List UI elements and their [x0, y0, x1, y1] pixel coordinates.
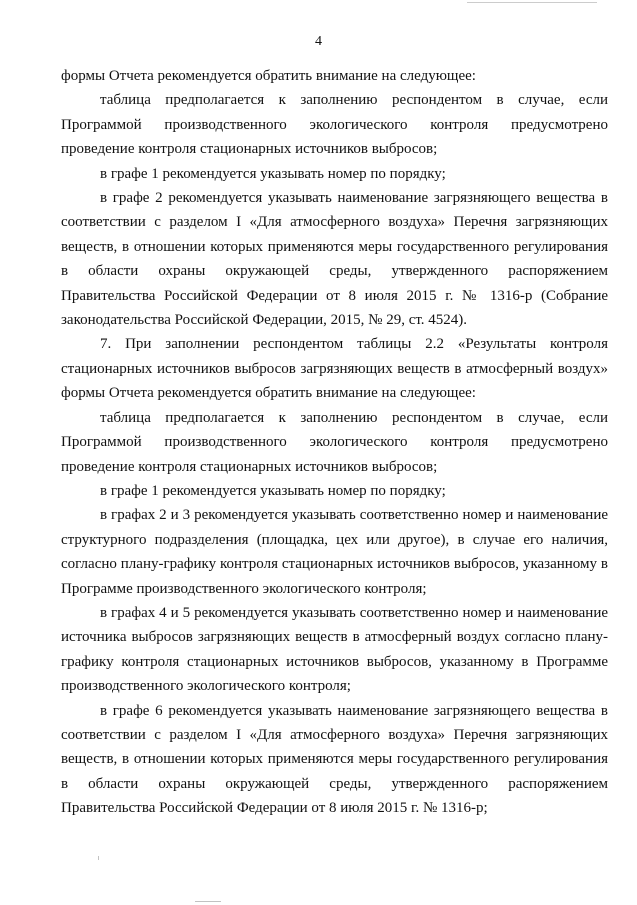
- paragraph-9: в графах 4 и 5 рекомендуется указывать соответственно номер и наименование источника выбросов загрязняющих веществ в атмосферный воздух согласно плану-графику контроля стационарных источников выбросов, указанному в Программе производственного экологического контроля;: [61, 604, 608, 695]
- paragraph-4: в графе 2 рекомендуется указывать наименование загрязняющего вещества в соответствии с разделом I «Для атмосферного воздуха» Перечня загрязняющих веществ, в отношении которых применяются меры государственного регулирования в области охраны окружающей среды, утвержденного распоряжением Правительства Российской Федерации от 8 июля 2015 г. № 1316-р (Собрание законодательства Российской Федерации, 2015, № 29, ст. 4524).: [61, 190, 608, 329]
- scan-artifact-dot: [98, 856, 99, 860]
- page-number: 4: [315, 34, 322, 49]
- paragraph-3: в графе 1 рекомендуется указывать номер по порядку;: [100, 165, 446, 182]
- paragraph-5: 7. При заполнении респондентом таблицы 2.2 «Результаты контроля стационарных источников выбросов загрязняющих веществ в атмосферный воздух» формы Отчета рекомендуется обратить внимание на следующее:: [61, 336, 608, 402]
- paragraph-6: таблица предполагается к заполнению респондентом в случае, если Программой производственного экологического контроля предусмотрено проведение контроля стационарных источников выбросов;: [61, 409, 608, 475]
- paragraph-1: формы Отчета рекомендуется обратить внимание на следующее:: [61, 68, 476, 84]
- scan-artifact-top: [467, 2, 597, 3]
- scan-artifact-bottom: [195, 901, 221, 902]
- paragraph-7: в графе 1 рекомендуется указывать номер по порядку;: [100, 482, 446, 499]
- paragraph-8: в графах 2 и 3 рекомендуется указывать соответственно номер и наименование структурного подразделения (площадка, цех или другое), в случае его наличия, согласно плану-графику контроля стационарных источников выбросов, указанному в Программе производственного экологического контроля;: [61, 507, 608, 597]
- paragraph-2: таблица предполагается к заполнению респондентом в случае, если Программой производственного экологического контроля предусмотрено проведение контроля стационарных источников выбросов;: [61, 92, 608, 158]
- paragraph-10: в графе 6 рекомендуется указывать наименование загрязняющего вещества в соответствии с разделом I «Для атмосферного воздуха» Перечня загрязняющих веществ, в отношении которых применяются меры государственного регулирования в области охраны окружающей среды, утвержденного распоряжением Правительства Российской Федерации от 8 июля 2015 г. № 1316-р;: [61, 702, 608, 817]
- document-body: [61, 64, 608, 821]
